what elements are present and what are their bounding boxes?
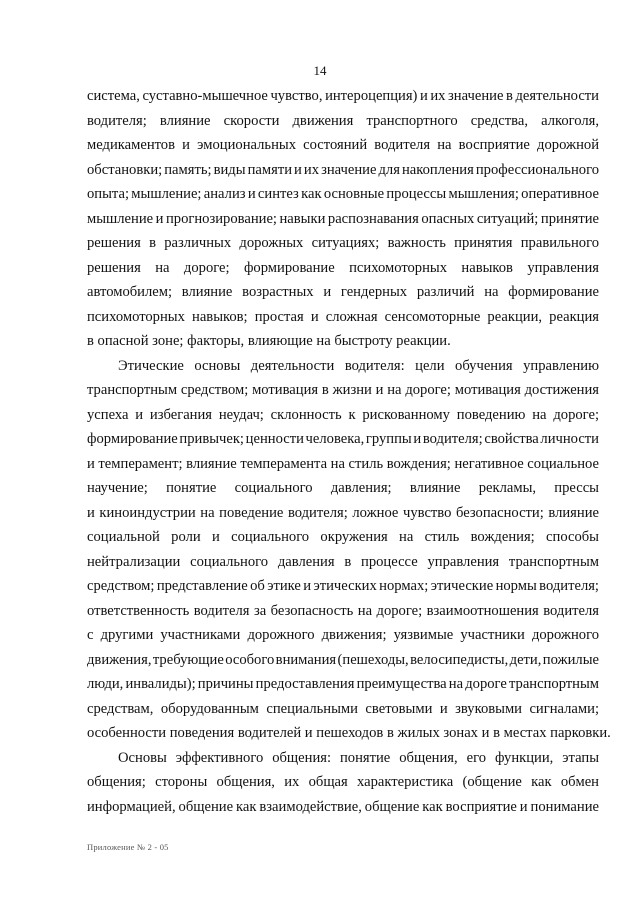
text-line: Этические основы деятельности водителя: цели обучения управлению [118,357,599,374]
paragraph-psychophysiology [87,84,599,354]
text-line: система, суставно-мышечное чувство, интероцепция) и их значение в деятельности [87,88,599,104]
text-line: мышление и прогнозирование; навыки распознавания опасных ситуаций; принятие [87,210,599,227]
text-line: ответственность водителя за безопасность на дороге; взаимоотношения водителя [87,602,599,619]
text-line: Основы эффективного общения: понятие общения, его функции, этапы [118,749,599,766]
text-line: движения, требующие особого внимания (пешеходы, велосипедисты, дети, пожилые [87,651,599,668]
text-line: информацией, общение как взаимодействие, общение как восприятие и понимание [87,798,599,815]
body-text [87,84,611,819]
text-line: нейтрализации социального давления в процессе управления транспортным [87,553,599,570]
page-number: 14 [313,63,327,78]
paragraph-communication [87,746,599,820]
text-line: решения в различных дорожных ситуациях; важность принятия правильного [87,235,599,251]
text-line: и киноиндустрии на поведение водителя; ложное чувство безопасности; влияние [87,504,599,521]
text-line: средствам, оборудованным специальными световыми и звуковыми сигналами; [87,700,599,717]
footer-label: Приложение № 2 - 05 [87,842,169,852]
text-line: социальной роли и социального окружения на стиль вождения; способы [87,529,599,545]
text-line: обстановки; память; виды памяти и их значение для накопления профессионального [87,161,599,178]
paragraph-ethics [87,354,611,746]
text-line: особенности поведения водителей и пешеходов в жилых зонах и в местах парковки. [87,725,611,741]
text-line: успеха и избегания неудач; склонность к рискованному поведению на дороге; [87,406,599,423]
text-line: медикаментов и эмоциональных состояний водителя на восприятие дорожной [87,137,600,153]
text-line: общения; стороны общения, их общая характеристика (общение как обмен [87,774,599,790]
text-line: водителя; влияние скорости движения транспортного средства, алкоголя, [87,112,599,129]
text-line: решения на дороге; формирование психомоторных навыков управления [87,259,600,276]
text-line: транспортным средством; мотивация в жизни и на дороге; мотивация достижения [87,382,600,398]
text-line: люди, инвалиды); причины предоставления преимущества на дороге транспортным [87,676,600,692]
text-line: автомобилем; влияние возрастных и гендерных различий на формирование [87,284,600,300]
text-line: научение; понятие социального давления; влияние рекламы, прессы [87,480,599,496]
text-line: средством; представление об этике и этических нормах; этические нормы водителя; [87,578,599,594]
text-line: опыта; мышление; анализ и синтез как основные процессы мышления; оперативное [87,186,599,202]
text-line: психомоторных навыков; простая и сложная сенсомоторные реакции, реакция [87,308,599,325]
text-line: в опасной зоне; факторы, влияющие на быстроту реакции. [87,333,451,349]
text-line: формирование привычек; ценности человека, группы и водителя; свойства личности [87,431,599,447]
text-line: с другими участниками дорожного движения; уязвимые участники дорожного [87,627,600,643]
text-line: и темперамент; влияние темперамента на стиль вождения; негативное социальное [87,455,599,472]
